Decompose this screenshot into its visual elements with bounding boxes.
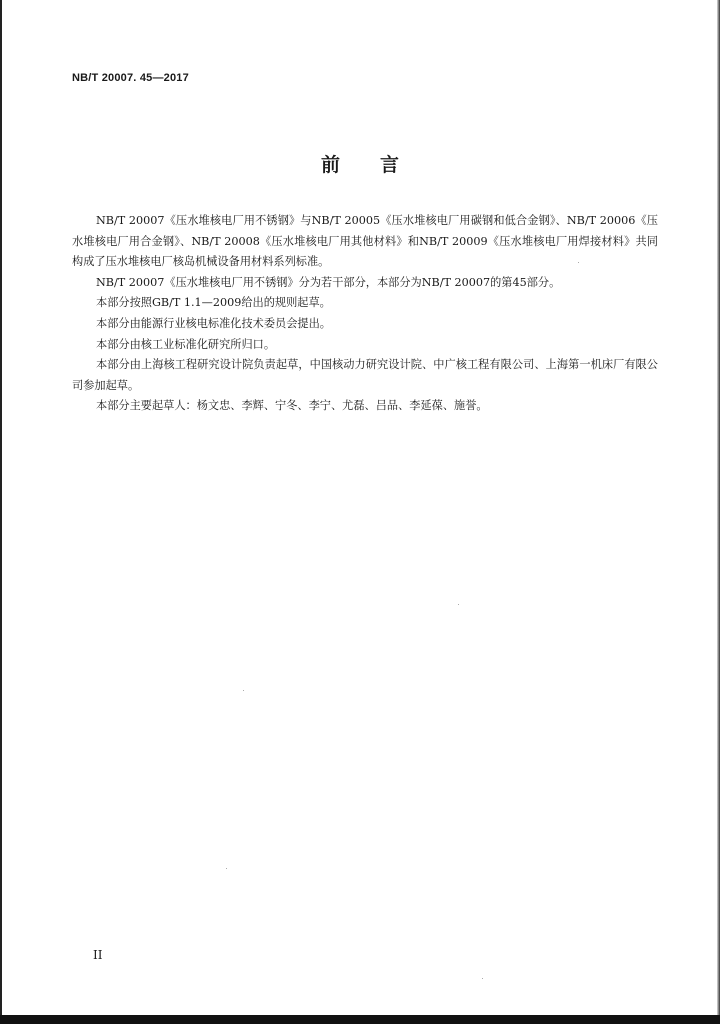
scan-edge-bottom (0, 1015, 720, 1024)
paragraph-proposed-by: 本部分由能源行业核电标准化技术委员会提出。 (96, 316, 331, 330)
scan-speck (458, 604, 459, 605)
paragraph-main-drafters: 本部分主要起草人：杨文忠、李辉、宁冬、李宁、尤磊、吕品、李延葆、施誉。 (96, 399, 488, 413)
scan-speck (226, 868, 227, 869)
page-number: II (93, 948, 103, 962)
paragraph-drafting-rules: 本部分按照GB/T 1.1—2009给出的规则起草。 (96, 296, 331, 310)
standard-code: NB/T 20007. 45—2017 (72, 72, 189, 84)
scan-speck (578, 262, 579, 263)
foreword-body (72, 211, 658, 417)
page-title: 前言 (320, 154, 439, 176)
paragraph-managed-by: 本部分由核工业标准化研究所归口。 (96, 337, 276, 351)
paragraph-drafting-organizations: 本部分由上海核工程研究设计院负责起草，中国核动力研究设计院、中广核工程有限公司、上海第一机床厂有限公司参加起草。 (72, 358, 658, 392)
paragraph-series-standards: NB/T 20007《压水堆核电厂用不锈钢》与NB/T 20005《压水堆核电厂用碳钢和低合金钢》、NB/T 20006《压水堆核电厂用合金钢》、NB/T 20008《压水堆核电厂用其他材料》和NB/T 20009《压水堆核电厂用焊接材料》共同构成了压水堆核电厂核岛机械设备用材料系列标准。 (72, 214, 658, 269)
scan-speck (482, 978, 483, 979)
paragraph-part-info: NB/T 20007《压水堆核电厂用不锈钢》分为若干部分，本部分为NB/T 20007的第45部分。 (96, 275, 561, 289)
scan-speck (243, 690, 244, 691)
